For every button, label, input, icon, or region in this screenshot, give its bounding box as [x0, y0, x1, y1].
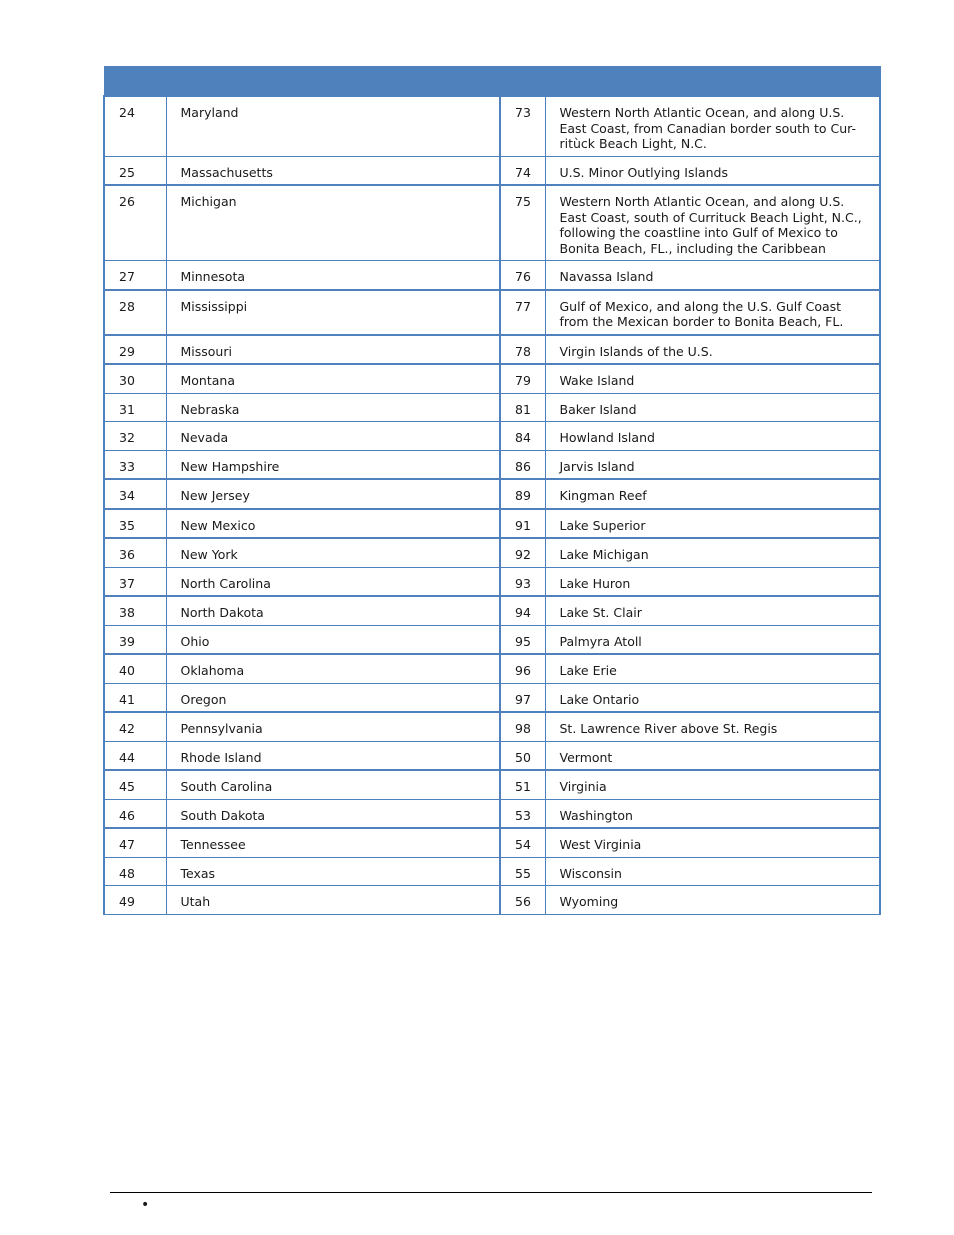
row-code-left: 40 — [104, 654, 166, 683]
row-name-left: North Dakota — [166, 596, 500, 625]
row-code-right: 96 — [500, 654, 545, 683]
row-name-right: Lake Superior — [545, 509, 880, 539]
row-name-right: St. Lawrence River above St. Regis — [545, 712, 880, 741]
table-body — [104, 96, 880, 914]
row-name-right: Western North Atlantic Ocean, and along U.S. East Coast, from Canadian border south to Cur-ritùck Beach Light, N.C. — [545, 96, 880, 156]
table-row — [104, 185, 880, 261]
row-code-right: 76 — [500, 261, 545, 290]
row-name-right: Washington — [545, 799, 880, 828]
table-row — [104, 857, 880, 886]
row-code-right: 55 — [500, 857, 545, 886]
row-name-left: Minnesota — [166, 261, 500, 290]
row-code-left: 25 — [104, 156, 166, 185]
table-row — [104, 509, 880, 539]
row-code-right: 74 — [500, 156, 545, 185]
table-row — [104, 567, 880, 596]
row-name-left: Utah — [166, 886, 500, 915]
row-code-left: 44 — [104, 741, 166, 770]
row-name-left: Texas — [166, 857, 500, 886]
table-header-row — [104, 67, 880, 97]
row-code-right: 75 — [500, 185, 545, 261]
row-code-left: 31 — [104, 393, 166, 422]
table-row — [104, 96, 880, 156]
header-cell-name-2 — [545, 67, 880, 97]
row-code-left: 32 — [104, 422, 166, 451]
row-name-left: Massachusetts — [166, 156, 500, 185]
row-name-right: Lake Erie — [545, 654, 880, 683]
row-code-right: 93 — [500, 567, 545, 596]
header-cell-code-2 — [500, 67, 545, 97]
row-name-left: Oregon — [166, 683, 500, 712]
row-code-left: 47 — [104, 828, 166, 857]
row-name-left: Rhode Island — [166, 741, 500, 770]
row-name-right: Wisconsin — [545, 857, 880, 886]
row-name-left: Tennessee — [166, 828, 500, 857]
header-cell-name-1 — [166, 67, 500, 97]
row-code-left: 39 — [104, 625, 166, 654]
table-row — [104, 799, 880, 828]
row-code-right: 89 — [500, 479, 545, 509]
table-row — [104, 479, 880, 509]
row-name-right: Vermont — [545, 741, 880, 770]
table-row — [104, 450, 880, 479]
row-code-left: 28 — [104, 290, 166, 335]
row-name-left: Nevada — [166, 422, 500, 451]
row-name-left: South Carolina — [166, 770, 500, 799]
row-name-right: U.S. Minor Outlying Islands — [545, 156, 880, 185]
row-code-left: 48 — [104, 857, 166, 886]
table-row — [104, 741, 880, 770]
table-row — [104, 683, 880, 712]
row-name-right: Virginia — [545, 770, 880, 799]
table-row — [104, 625, 880, 654]
row-name-left: Pennsylvania — [166, 712, 500, 741]
row-code-left: 35 — [104, 509, 166, 539]
footer-bullet: • — [141, 1197, 150, 1213]
row-name-right: Wake Island — [545, 364, 880, 393]
row-name-right: Lake Ontario — [545, 683, 880, 712]
row-name-left: Nebraska — [166, 393, 500, 422]
row-code-left: 45 — [104, 770, 166, 799]
row-name-right: Lake Michigan — [545, 538, 880, 567]
row-code-right: 79 — [500, 364, 545, 393]
row-code-right: 50 — [500, 741, 545, 770]
row-code-right: 78 — [500, 335, 545, 365]
row-name-right: Baker Island — [545, 393, 880, 422]
row-name-left: North Carolina — [166, 567, 500, 596]
row-name-left: Missouri — [166, 335, 500, 365]
row-code-left: 42 — [104, 712, 166, 741]
row-name-right: West Virginia — [545, 828, 880, 857]
row-code-right: 97 — [500, 683, 545, 712]
row-name-right: Palmyra Atoll — [545, 625, 880, 654]
row-code-right: 53 — [500, 799, 545, 828]
row-name-right: Gulf of Mexico, and along the U.S. Gulf Coast from the Mexican border to Bonita Beach, FL. — [545, 290, 880, 335]
row-code-right: 81 — [500, 393, 545, 422]
row-code-right: 84 — [500, 422, 545, 451]
row-name-right: Kingman Reef — [545, 479, 880, 509]
row-name-left: South Dakota — [166, 799, 500, 828]
table-row — [104, 393, 880, 422]
row-code-right: 92 — [500, 538, 545, 567]
row-code-left: 41 — [104, 683, 166, 712]
row-name-left: Michigan — [166, 185, 500, 261]
row-code-left: 46 — [104, 799, 166, 828]
row-code-right: 51 — [500, 770, 545, 799]
row-code-left: 49 — [104, 886, 166, 915]
table-row — [104, 596, 880, 625]
row-name-right: Lake Huron — [545, 567, 880, 596]
row-code-right: 73 — [500, 96, 545, 156]
row-name-left: New Mexico — [166, 509, 500, 539]
row-code-right: 54 — [500, 828, 545, 857]
row-name-left: New Hampshire — [166, 450, 500, 479]
row-name-right: Lake St. Clair — [545, 596, 880, 625]
table-row — [104, 364, 880, 393]
table-row — [104, 261, 880, 290]
table-row — [104, 770, 880, 799]
table-row — [104, 828, 880, 857]
row-name-left: Ohio — [166, 625, 500, 654]
row-code-right: 95 — [500, 625, 545, 654]
row-code-left: 37 — [104, 567, 166, 596]
row-code-left: 38 — [104, 596, 166, 625]
row-code-right: 91 — [500, 509, 545, 539]
state-area-code-table — [103, 66, 881, 915]
table-row — [104, 886, 880, 915]
row-name-left: New York — [166, 538, 500, 567]
row-name-right: Wyoming — [545, 886, 880, 915]
table-row — [104, 335, 880, 365]
row-code-right: 86 — [500, 450, 545, 479]
row-name-right: Western North Atlantic Ocean, and along U.S. East Coast, south of Currituck Beach Light, N.C., following the coastline into Gulf of Mexico to Bonita Beach, FL., including the Caribbean — [545, 185, 880, 261]
header-cell-code-1 — [104, 67, 166, 97]
row-name-right: Navassa Island — [545, 261, 880, 290]
row-name-left: Montana — [166, 364, 500, 393]
row-code-left: 30 — [104, 364, 166, 393]
row-name-right: Jarvis Island — [545, 450, 880, 479]
row-name-left: Mississippi — [166, 290, 500, 335]
row-code-left: 34 — [104, 479, 166, 509]
row-code-right: 94 — [500, 596, 545, 625]
table-row — [104, 654, 880, 683]
row-code-right: 77 — [500, 290, 545, 335]
row-name-right: Howland Island — [545, 422, 880, 451]
row-code-left: 26 — [104, 185, 166, 261]
row-code-left: 27 — [104, 261, 166, 290]
row-code-left: 36 — [104, 538, 166, 567]
row-code-right: 98 — [500, 712, 545, 741]
row-code-left: 24 — [104, 96, 166, 156]
table-row — [104, 290, 880, 335]
table-row — [104, 538, 880, 567]
row-name-left: Oklahoma — [166, 654, 500, 683]
row-code-left: 29 — [104, 335, 166, 365]
row-name-left: New Jersey — [166, 479, 500, 509]
footer-rule — [110, 1192, 872, 1193]
table-row — [104, 156, 880, 185]
row-name-left: Maryland — [166, 96, 500, 156]
table-row — [104, 712, 880, 741]
row-name-right: Virgin Islands of the U.S. — [545, 335, 880, 365]
row-code-right: 56 — [500, 886, 545, 915]
row-code-left: 33 — [104, 450, 166, 479]
table-row — [104, 422, 880, 451]
